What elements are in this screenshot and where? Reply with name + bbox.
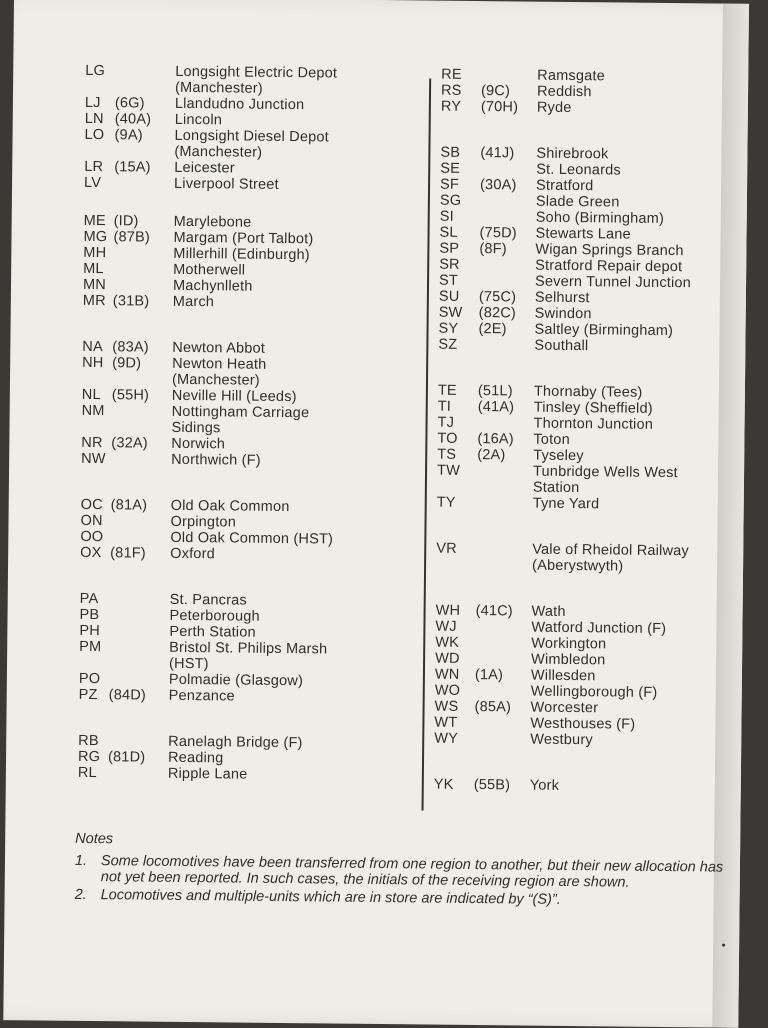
depot-name: Perth Station	[169, 623, 256, 641]
shed-code: (75C)	[478, 289, 517, 306]
depot-name: Lincoln	[174, 111, 223, 129]
depot-code: ME	[83, 212, 106, 230]
shed-code: (1A)	[474, 667, 504, 684]
depot-name: St. Leonards	[536, 161, 621, 179]
note-number: 2.	[74, 886, 87, 903]
depot-code: MH	[83, 244, 107, 262]
depot-code: WK	[435, 634, 460, 651]
depot-name: Newton Abbot	[172, 339, 266, 357]
shed-code: (75D)	[479, 225, 517, 242]
depot-name: Marylebone	[173, 213, 252, 231]
shed-code: (30A)	[479, 177, 517, 194]
depot-name: Tyne Yard	[532, 495, 600, 513]
shed-code: (2E)	[478, 321, 507, 338]
depot-name: Leicester	[174, 159, 235, 177]
depot-name: Margam (Port Talbot)	[173, 229, 314, 248]
depot-row	[84, 127, 414, 162]
depot-name: Tinsley (Sheffield)	[533, 399, 653, 417]
shed-code: (87B)	[113, 229, 151, 246]
shed-code: (41J)	[480, 145, 515, 162]
depot-code: SE	[440, 160, 461, 177]
left-column	[78, 63, 416, 784]
depot-group	[434, 603, 735, 750]
depot-code: PO	[78, 670, 101, 688]
depot-code: TS	[437, 446, 457, 463]
shed-code	[475, 683, 531, 700]
shed-code: (55H)	[111, 387, 150, 404]
depot-code: WY	[434, 730, 459, 747]
depot-name: Reddish	[536, 83, 592, 101]
notes-title: Notes	[75, 830, 114, 848]
depot-row	[81, 403, 411, 438]
shed-code	[480, 209, 536, 226]
depot-row	[81, 451, 411, 470]
depot-code: NW	[81, 450, 106, 468]
depot-name: March	[172, 293, 215, 311]
depot-code: NR	[81, 434, 103, 452]
shed-code	[475, 635, 531, 652]
depot-code: PH	[79, 622, 101, 640]
depot-row	[437, 463, 737, 498]
shed-code: (40A)	[114, 111, 152, 128]
depot-row	[85, 63, 415, 98]
depot-name: Norwich	[171, 435, 226, 453]
shed-code: (6G)	[114, 95, 145, 112]
depot-code: WH	[435, 602, 461, 619]
shed-code	[479, 257, 535, 274]
depot-code: SU	[438, 288, 460, 305]
depot-code: SZ	[438, 336, 458, 353]
shed-code	[477, 415, 533, 432]
depot-code: RE	[441, 66, 462, 83]
depot-group	[81, 339, 412, 470]
depot-code: NL	[81, 386, 101, 404]
depot-code: SY	[438, 320, 459, 337]
depot-code: PM	[79, 638, 102, 656]
shed-code	[476, 541, 532, 574]
depot-name: Machynlleth	[172, 277, 253, 295]
depot-name: Wigan Springs Branch	[535, 241, 684, 260]
depot-group	[437, 383, 738, 514]
depot-name: York	[529, 777, 560, 794]
depot-row	[84, 175, 414, 194]
shed-code: (31B)	[112, 293, 150, 310]
depot-name: Tunbridge Wells West Station	[532, 463, 678, 497]
depot-name: Stratford Repair depot	[535, 257, 683, 276]
depot-name: Bristol St. Philips Marsh (HST)	[168, 639, 328, 673]
depot-code: WO	[434, 682, 461, 699]
note-item	[75, 853, 735, 892]
depot-name: Ranelagh Bridge (F)	[168, 733, 303, 752]
shed-code	[111, 451, 171, 468]
depot-group	[434, 777, 734, 796]
depot-name: Toton	[533, 431, 570, 448]
depot-code: VR	[436, 540, 457, 557]
shed-code: (81F)	[110, 545, 146, 562]
shed-code	[109, 671, 169, 688]
depot-name: Wellingborough (F)	[530, 683, 658, 701]
depot-group	[436, 541, 736, 576]
depot-code: PZ	[78, 686, 98, 704]
shed-code: (51L)	[477, 383, 513, 400]
depot-name: Westhouses (F)	[530, 715, 636, 733]
depot-name: Oxford	[170, 545, 215, 563]
depot-name: Llandudno Junction	[174, 95, 305, 114]
shed-code: (9D)	[112, 355, 142, 372]
depot-group	[438, 145, 740, 356]
depot-code: PB	[79, 606, 100, 624]
depot-name: Orpington	[170, 513, 237, 531]
shed-code: (84D)	[108, 687, 147, 704]
depot-group	[441, 67, 741, 118]
depot-code: RS	[440, 82, 462, 99]
depot-code: SR	[439, 256, 460, 273]
shed-code	[110, 529, 170, 546]
depot-code: RL	[77, 764, 97, 782]
depot-code: RY	[440, 98, 462, 115]
depot-code: LO	[84, 126, 105, 144]
depot-code: NA	[82, 338, 103, 356]
shed-code: (9A)	[114, 127, 143, 144]
depot-row	[82, 355, 412, 390]
depot-code: NM	[81, 402, 105, 420]
depot-code: WD	[435, 650, 460, 667]
depot-name: Wath	[531, 603, 566, 620]
depot-name: Watford Junction (F)	[531, 619, 667, 638]
depot-code: WS	[434, 698, 459, 715]
page-mark	[722, 944, 725, 947]
depot-code: WN	[434, 666, 460, 683]
depot-code: WT	[434, 714, 458, 731]
depot-name: Reading	[167, 749, 224, 767]
note-text: Locomotives and multiple-units which are in store are indicated by “(S)”.	[100, 887, 561, 908]
depot-name: Vale of Rheidol Railway (Aberystwyth)	[532, 541, 689, 575]
shed-code: (41A)	[477, 399, 515, 416]
depot-name: Slade Green	[535, 193, 620, 211]
note-text: Some locomotives have been transferred from one region to another, but their new allocation has not yet been reported. In such cases, the initials of the receiving region are shown.	[100, 853, 724, 891]
depot-name: Old Oak Common (HST)	[170, 529, 334, 548]
depot-code: SG	[439, 192, 462, 209]
depot-code: LV	[83, 174, 102, 192]
depot-code: TE	[437, 382, 457, 399]
depot-name: Peterborough	[169, 607, 260, 625]
depot-code: SP	[439, 240, 460, 257]
depot-name: Longsight Diesel Depot (Manchester)	[174, 127, 329, 161]
depot-name: Longsight Electric Depot (Manchester)	[174, 63, 338, 97]
depot-row	[80, 545, 410, 564]
depot-code: LR	[84, 158, 104, 176]
depot-code: YK	[433, 776, 454, 793]
depot-name: Westbury	[530, 731, 593, 749]
depot-code: MR	[82, 292, 106, 310]
shed-code: (ID)	[113, 213, 139, 230]
depot-code: OX	[80, 544, 102, 562]
depot-name: Ramsgate	[537, 67, 605, 85]
column-divider	[422, 79, 431, 811]
shed-code	[109, 623, 169, 640]
depot-name: Millerhill (Edinburgh)	[173, 245, 310, 264]
shed-code	[479, 273, 535, 290]
shed-code	[113, 245, 173, 262]
depot-name: Ryde	[536, 99, 572, 116]
shed-code: (81A)	[110, 497, 148, 514]
depot-code: SW	[438, 304, 463, 321]
shed-code: (70H)	[480, 99, 519, 116]
depot-name: Selhurst	[534, 289, 590, 307]
depot-code: MN	[82, 276, 107, 294]
depot-name: Shirebrook	[536, 145, 609, 163]
depot-row	[436, 541, 736, 576]
depot-code: RB	[78, 732, 99, 750]
shed-code: (55B)	[473, 777, 511, 794]
document-page	[3, 0, 749, 1028]
notes-list	[75, 853, 735, 910]
depot-code: SL	[439, 224, 458, 241]
depot-code: RG	[77, 748, 101, 766]
depot-code: ON	[80, 512, 103, 530]
depot-name: Penzance	[168, 687, 235, 705]
depot-name: Workington	[531, 635, 607, 653]
depot-code: OO	[80, 528, 104, 546]
depot-name: Willesden	[530, 667, 596, 685]
right-column	[434, 67, 742, 796]
shed-code	[481, 67, 537, 84]
depot-name: St. Pancras	[169, 591, 247, 609]
depot-code: WJ	[435, 618, 457, 635]
depot-group	[80, 497, 411, 564]
shed-code	[475, 651, 531, 668]
depot-name: Neville Hill (Leeds)	[171, 387, 297, 406]
depot-name: Stewarts Lane	[535, 225, 631, 243]
depot-code: TI	[437, 398, 452, 415]
shed-code: (16A)	[477, 431, 514, 448]
shed-code: (85A)	[474, 699, 512, 716]
depot-code: TJ	[437, 414, 455, 431]
depot-name: Ripple Lane	[167, 765, 248, 783]
depot-name: Wimbledon	[531, 651, 606, 669]
depot-name: Polmadie (Glasgow)	[168, 671, 304, 690]
depot-code: SF	[439, 176, 460, 193]
shed-code	[109, 639, 169, 672]
shed-code	[108, 765, 168, 782]
shed-code: (32A)	[111, 435, 148, 452]
depot-name: Worcester	[530, 699, 599, 717]
depot-code: NH	[82, 354, 104, 372]
depot-code: OC	[80, 496, 103, 514]
depot-code: LG	[85, 62, 106, 80]
shed-code	[475, 619, 531, 636]
shed-code	[480, 193, 536, 210]
depot-code: TW	[436, 462, 461, 479]
depot-group	[78, 733, 408, 784]
shed-code: (82C)	[478, 305, 517, 322]
depot-name: Old Oak Common	[170, 497, 290, 516]
depot-row	[83, 293, 413, 312]
shed-code	[477, 463, 533, 496]
shed-code: (41C)	[475, 603, 513, 620]
shed-code: (15A)	[114, 159, 151, 176]
depot-code: TO	[437, 430, 458, 447]
depot-row	[434, 777, 734, 796]
shed-code	[111, 403, 171, 436]
shed-code	[477, 495, 533, 512]
depot-row	[437, 495, 737, 514]
depot-name: Saltley (Birmingham)	[534, 321, 674, 340]
depot-name: Thornaby (Tees)	[533, 383, 643, 401]
depot-row	[441, 99, 741, 118]
depot-name: Thornton Junction	[533, 415, 654, 433]
depot-row	[434, 731, 734, 750]
depot-code: LN	[84, 110, 104, 128]
depot-code: TY	[436, 494, 456, 511]
depot-name: Tyseley	[533, 447, 584, 465]
depot-code: PA	[79, 590, 99, 608]
depot-code: LJ	[84, 94, 101, 112]
depot-group	[84, 63, 415, 194]
shed-code: (9C)	[480, 83, 511, 100]
depot-name: Stratford	[535, 177, 594, 195]
depot-row	[78, 765, 408, 784]
shed-code	[474, 715, 530, 732]
depot-name: Motherwell	[173, 261, 246, 279]
shed-code	[113, 261, 173, 278]
depot-name: Severn Tunnel Junction	[534, 273, 692, 292]
depot-name: Southall	[534, 337, 589, 355]
shed-code: (81D)	[107, 749, 146, 766]
shed-code	[115, 63, 175, 96]
shed-code: (83A)	[112, 339, 149, 356]
depot-name: Soho (Birmingham)	[535, 209, 665, 227]
depot-code: SB	[440, 144, 461, 161]
shed-code: (2A)	[477, 447, 506, 464]
depot-name: Nottingham Carriage Sidings	[171, 403, 310, 437]
shed-code	[110, 591, 170, 608]
depot-group	[83, 213, 414, 312]
depot-group	[79, 591, 410, 706]
depot-name: Liverpool Street	[173, 175, 279, 193]
depot-code: ST	[438, 272, 459, 289]
depot-row	[79, 639, 409, 674]
depot-code: MG	[83, 228, 108, 246]
depot-row	[79, 687, 409, 706]
depot-code: SI	[439, 208, 454, 225]
notes-section	[75, 831, 736, 912]
depot-name: Northwich (F)	[171, 451, 261, 469]
shed-code	[474, 731, 530, 748]
shed-code	[478, 337, 534, 354]
depot-row	[438, 337, 738, 356]
depot-name: Swindon	[534, 305, 592, 323]
shed-code	[109, 607, 169, 624]
shed-code	[114, 175, 174, 192]
shed-code: (8F)	[479, 241, 507, 258]
note-number: 1.	[74, 852, 88, 869]
depot-code: ML	[83, 260, 104, 278]
shed-code	[110, 513, 170, 530]
shed-code	[113, 277, 173, 294]
shed-code	[108, 733, 168, 750]
depot-name: Newton Heath (Manchester)	[171, 355, 267, 389]
shed-code	[480, 161, 536, 178]
